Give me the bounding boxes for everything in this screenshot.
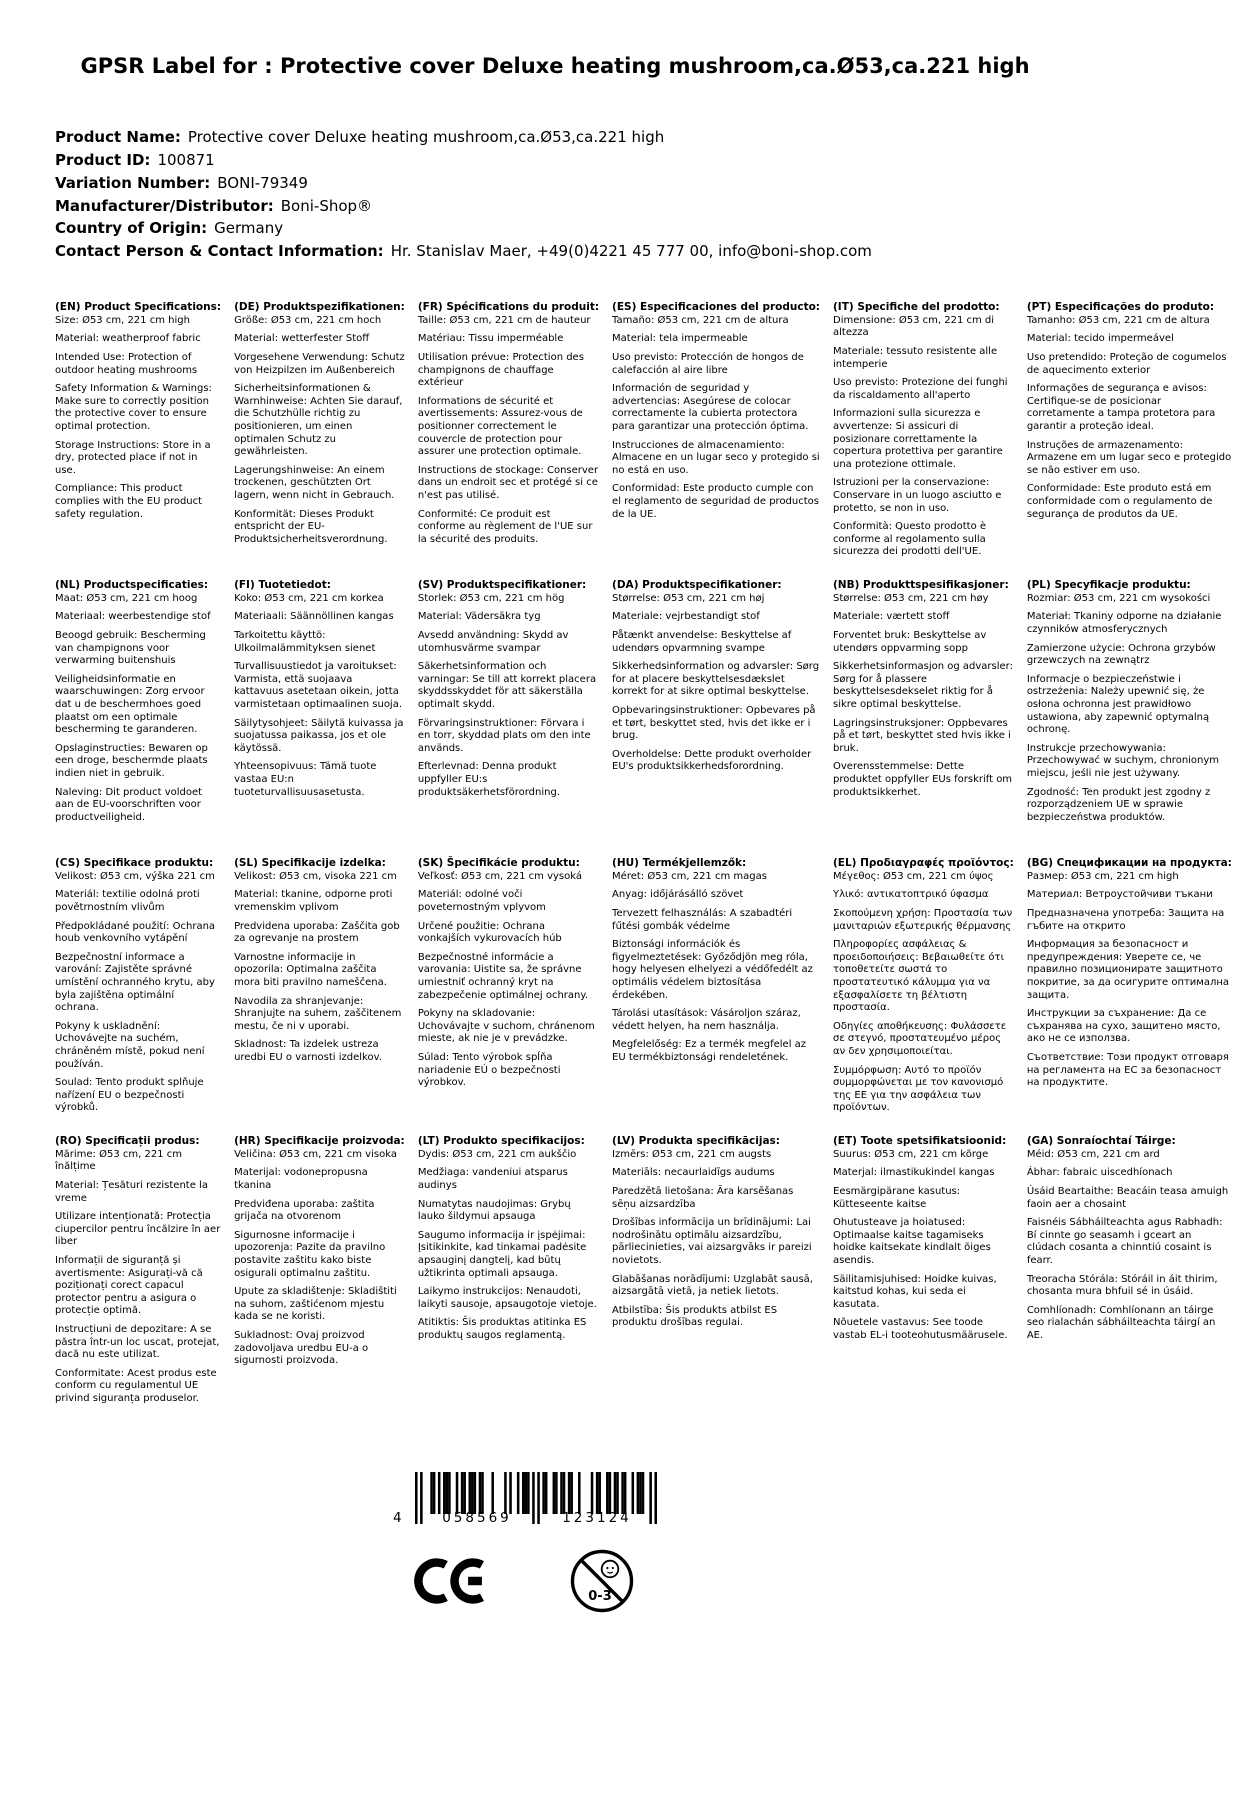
spec-paragraph: Materiāls: necaurlaidīgs audums (612, 1167, 775, 1179)
spec-cell (833, 1135, 1014, 1413)
spec-paragraph: Sigurnosne informacije i upozorenja: Pazite da pravilno postavite zaštitu kako biste osigurali optimalnu zaštitu. (234, 1229, 386, 1279)
spec-paragraph: Treoracha Stórála: Stóráil in áit thirim, chosanta mura bhfuil sé in úsáid. (1026, 1273, 1218, 1298)
spec-paragraph: Předpokládané použití: Ochrana houb venkovního vytápění (55, 920, 216, 945)
spec-paragraph: Eesmärgipärane kasutus: Kütteseente kaitse (833, 1186, 961, 1210)
spec-heading: (ET) Toote spetsifikatsioonid: (833, 1134, 1007, 1147)
spec-paragraph: Medžiaga: vandeniui atsparus audinys (417, 1167, 568, 1192)
spec-heading: (CS) Specifikace produktu: (55, 856, 214, 869)
spec-paragraphs (234, 1149, 405, 1368)
product-info-row (55, 196, 1241, 218)
spec-heading: (RO) Specificații produs: (55, 1134, 200, 1147)
field-value: Germany (214, 219, 284, 238)
spec-paragraph: Tervezett felhasználás: A szabadtéri fűtési gombák védelme (612, 908, 793, 932)
spec-paragraph: Tamanho: Ø53 cm, 221 cm de altura (1026, 314, 1210, 326)
spec-paragraph: Avsedd användning: Skydd av utomhusvärme svampar (417, 630, 569, 654)
spec-paragraph: Atitiktis: Šis produktas atitinka ES produktų saugos reglamentą. (417, 1317, 587, 1342)
field-value: Protective cover Deluxe heating mushroom,ca.Ø53,ca.221 high (187, 128, 665, 147)
spec-heading: (FI) Tuotetiedot: (234, 578, 331, 591)
spec-cell (833, 857, 1014, 1135)
spec-paragraph: Dydis: Ø53 cm, 221 cm aukščio (417, 1148, 577, 1160)
spec-cell (1027, 857, 1232, 1135)
spec-paragraph: Materiaali: Säännöllinen kangas (234, 611, 394, 623)
ean13-barcode (393, 1472, 683, 1532)
product-info-row (55, 150, 1241, 172)
spec-paragraph: Opslaginstructies: Bewaren op een droge, beschermde plaats indien niet in gebruik. (55, 742, 208, 780)
spec-paragraph: Uso previsto: Protezione dei funghi da riscaldamento all'aperto (833, 377, 1008, 401)
spec-paragraph: Uso pretendido: Proteção de cogumelos de aquecimento exterior (1026, 352, 1227, 376)
spec-heading: (LV) Produkta specifikācijas: (612, 1134, 781, 1147)
spec-paragraph: Säilytysohjeet: Säilytä kuivassa ja suojatussa paikassa, jos et ole käytössä. (234, 717, 404, 754)
spec-paragraph: Informations de sécurité et avertissements: Assurez-vous de positionner correctement le couvercle de protection pour assurer une protection optimale. (417, 395, 583, 458)
spec-paragraphs (833, 1149, 1014, 1343)
spec-paragraph: Skladnost: Ta izdelek ustreza uredbi EU o varnosti izdelkov. (234, 1039, 382, 1064)
spec-paragraph: Materijal: vodonepropusna tkanina (234, 1167, 368, 1192)
field-label: Manufacturer/Distributor: (55, 196, 274, 215)
spec-heading: (NB) Produkttspesifikasjoner: (833, 578, 1009, 591)
spec-paragraph: Laikymo instrukcijos: Nenaudoti, laikyti sausoje, apsaugotoje vietoje. (417, 1286, 597, 1310)
spec-paragraphs (1027, 871, 1232, 1090)
spec-paragraph: Méret: Ø53 cm, 221 cm magas (612, 870, 767, 882)
spec-heading: (DA) Produktspecifikationer: (612, 578, 782, 591)
spec-paragraph: Storlek: Ø53 cm, 221 cm hög (417, 592, 565, 604)
spec-paragraph: Размер: Ø53 cm, 221 cm high (1026, 870, 1179, 882)
spec-paragraph: Material: tecido impermeável (1026, 333, 1174, 345)
spec-paragraph: Rozmiar: Ø53 cm, 221 cm wysokości (1026, 592, 1211, 604)
spec-paragraph: Veličina: Ø53 cm, 221 cm visoka (234, 1148, 397, 1160)
product-info (55, 127, 1241, 263)
field-label: Variation Number: (55, 173, 211, 192)
spec-paragraph: Biztonsági információk és figyelmeztetések: Győződjön meg róla, hogy helyesen elhelyezi a védőfedélt az optimális védelem biztosítása érdekében. (612, 939, 813, 1001)
spec-paragraph: Material: wetterfester Stoff (234, 333, 370, 345)
spec-paragraph: Förvaringsinstruktioner: Förvara i en torr, skyddad plats om den inte används. (417, 717, 591, 754)
spec-paragraph: Taille: Ø53 cm, 221 cm de hauteur (417, 314, 591, 326)
spec-paragraph: Saugumo informacija ir įspėjimai: Įsitikinkite, kad tinkamai padėsite apsauginį dangtelį, kad būtų užtikrinta optimali apsauga. (417, 1229, 587, 1279)
spec-paragraph: Conformidad: Este producto cumple con el reglamento de seguridad de productos de la UE. (612, 483, 819, 520)
spec-paragraph: Materiaal: weerbestendige stof (55, 611, 211, 623)
spec-paragraph: Съответствие: Този продукт отговаря на регламента на ЕС за безопасност на продуктите. (1026, 1052, 1229, 1089)
product-info-row (55, 127, 1241, 149)
spec-paragraph: Material: tela impermeable (612, 333, 748, 345)
spec-cell (833, 579, 1014, 857)
spec-paragraph: Určené použitie: Ochrana vonkajších vykurovacích húb (417, 920, 562, 945)
spec-paragraph: Beoogd gebruik: Bescherming van champignons voor verwarming buitenshuis (55, 630, 206, 667)
spec-paragraphs (1027, 1149, 1232, 1343)
spec-heading: (ES) Especificaciones del producto: (612, 300, 820, 313)
spec-paragraph: Izmērs: Ø53 cm, 221 cm augsts (612, 1148, 772, 1160)
spec-cell (1027, 1135, 1232, 1413)
field-value: 100871 (157, 151, 215, 170)
spec-paragraph: Μέγεθος: Ø53 cm, 221 cm ύψος (833, 870, 994, 882)
spec-cell (612, 579, 820, 857)
spec-paragraphs (55, 593, 221, 825)
spec-paragraph: Informações de segurança e avisos: Certifique-se de posicionar corretamente a tampa protetora para garantir a proteção ideal. (1026, 383, 1216, 433)
bottom-block (393, 1472, 683, 1614)
spec-paragraph: Πληροφορίες ασφάλειας & προειδοποιήσεις: Βεβαιωθείτε ότι τοποθετείτε σωστά το προστατευτικό κάλυμμα για να εξασφαλίσετε τη βέλτιστη προστασία. (833, 939, 1004, 1014)
spec-paragraph: Predviđena uporaba: zaštita grijača na otvorenom (234, 1198, 375, 1223)
spec-paragraphs (833, 315, 1014, 559)
spec-paragraph: Faisnéis Sábháilteachta agus Rabhadh: Bí cinnte go seasamh i gceart an clúdach cosanta a chinntiú cosaint is fearr. (1026, 1217, 1223, 1267)
spec-paragraphs (55, 1149, 221, 1406)
field-label: Country of Origin: (55, 219, 208, 238)
spec-paragraph: Comhlíonadh: Comhlíonann an táirge seo rialachán sábháilteachta táirgí an AE. (1026, 1304, 1216, 1342)
spec-paragraph: Materiale: tessuto resistente alle intemperie (833, 346, 998, 370)
spec-paragraphs (418, 1149, 599, 1343)
spec-paragraph: Tamaño: Ø53 cm, 221 cm de altura (612, 314, 789, 326)
field-value: Hr. Stanislav Maer, +49(0)4221 45 777 00, info@boni-shop.com (390, 242, 872, 261)
spec-cell (234, 1135, 405, 1413)
spec-heading: (DE) Produktspezifikationen: (234, 300, 405, 313)
spec-paragraph: Información de seguridad y advertencias: Asegúrese de colocar correctamente la cubierta protectora para garantizar una protección óptima. (612, 383, 809, 433)
spec-paragraph: Material: Vädersäkra tyg (417, 611, 541, 623)
field-label: Contact Person & Contact Information: (55, 242, 384, 261)
product-info-row (55, 241, 1241, 263)
spec-heading: (EL) Προδιαγραφές προϊόντος: (833, 856, 1014, 869)
spec-paragraph: Overensstemmelse: Dette produktet oppfyller EUs forskrift om produktsikkerhet. (833, 761, 1013, 798)
spec-paragraph: Instrucciones de almacenamiento: Almacene en un lugar seco y protegido si no está en uso. (612, 439, 820, 476)
spec-cell (55, 1135, 221, 1413)
spec-paragraphs (612, 1149, 820, 1330)
spec-heading: (LT) Produkto specifikacijos: (417, 1134, 585, 1147)
spec-paragraphs (612, 871, 820, 1065)
spec-cell (1027, 301, 1232, 579)
spec-cell (234, 579, 405, 857)
spec-paragraph: Informazioni sulla sicurezza e avvertenze: Si assicuri di posizionare correttamente la copertura protettiva per garantire una protezione ottimale. (833, 408, 1003, 470)
spec-paragraph: Informații de siguranță și avertismente: Asigurați-vă că poziționați corect capacul protector pentru a asigura o protecție optimă. (55, 1255, 203, 1317)
spec-paragraph: Úsáid Beartaithe: Beacáin teasa amuigh faoin aer a chosaint (1026, 1186, 1229, 1210)
spec-heading: (BG) Спецификации на продукта: (1026, 856, 1232, 869)
spec-paragraphs (234, 593, 405, 799)
field-label: Product ID: (55, 151, 151, 170)
spec-paragraph: Instrukcje przechowywania: Przechowywać w suchym, chronionym miejscu, jeśli nie jest używany. (1026, 742, 1220, 780)
barcode-right-group: 123124 (562, 1510, 632, 1526)
spec-paragraph: Uso previsto: Protección de hongos de calefacción al aire libre (612, 352, 804, 376)
spec-paragraph: Anyag: időjárásálló szövet (612, 889, 744, 901)
spec-heading: (SV) Produktspecifikationer: (417, 578, 587, 591)
spec-paragraph: Sukladnost: Ovaj proizvod zadovoljava uredbu EU-a o sigurnosti proizvoda. (234, 1330, 369, 1367)
spec-paragraph: Overholdelse: Dette produkt overholder EU's produktsikkerhedsforordning. (612, 748, 812, 773)
spec-paragraph: Material: tkanine, odporne proti vremenskim vplivom (234, 889, 393, 914)
spec-paragraphs (1027, 315, 1232, 521)
spec-paragraph: Информация за безопасност и предупреждения: Уверете се, че правилно позиционирате защитното покритие, за да осигурите оптимална защита. (1026, 939, 1230, 1001)
ce-mark-icon (405, 1553, 485, 1609)
field-value: Boni-Shop® (280, 196, 373, 215)
spec-paragraph: Tárolási utasítások: Vásároljon száraz, védett helyen, ha nem használja. (612, 1008, 801, 1032)
spec-paragraph: Säkerhetsinformation och varningar: Se till att korrekt placera skyddsskyddet för att säkerställa optimalt skydd. (417, 661, 597, 711)
spec-paragraph: Materiál: odolné voči poveternostným vplyvom (417, 889, 546, 914)
spec-paragraph: Lagringsinstruksjoner: Oppbevares på et tørt, beskyttet sted hvis ikke i bruk. (833, 717, 1011, 754)
spec-paragraph: Ohutusteave ja hoiatused: Optimaalse kaitse tagamiseks hoidke kaitsekate kindlalt õiges asendis. (833, 1217, 991, 1267)
spec-paragraphs (418, 593, 599, 799)
spec-cell (234, 301, 405, 579)
spec-paragraph: Instruções de armazenamento: Armazene em um lugar seco e protegido se não estiver em uso. (1026, 439, 1232, 476)
spec-paragraph: Utilisation prévue: Protection des champignons de chauffage extérieur (417, 352, 584, 389)
spec-paragraphs (1027, 593, 1232, 825)
spec-cell (418, 579, 599, 857)
spec-paragraph: Varnostne informacije in opozorila: Optimalna zaščita mora biti pravilno nameščena. (234, 951, 387, 989)
spec-paragraph: Yhteensopivuus: Tämä tuote vastaa EU:n tuoteturvallisuusasetusta. (234, 761, 377, 798)
spec-cell (418, 857, 599, 1135)
spec-paragraph: Soulad: Tento produkt splňuje nařízení EU o bezpečnosti výrobků. (55, 1077, 204, 1114)
spec-paragraphs (612, 593, 820, 774)
spec-paragraph: Velikost: Ø53 cm, visoka 221 cm (234, 870, 397, 882)
spec-paragraph: Bezpečnostní informace a varování: Zajistěte správné umístění ochranného krytu, aby byla zajištěna optimální ochrana. (55, 951, 215, 1014)
spec-paragraph: Matériau: Tissu imperméable (417, 333, 564, 345)
spec-cell (55, 579, 221, 857)
spec-paragraph: Materiale: vejrbestandigt stof (612, 611, 760, 623)
spec-cell (55, 301, 221, 579)
spec-paragraph: Compliance: This product complies with the EU product safety regulation. (55, 483, 203, 520)
spec-paragraph: Υλικό: αντικατοπτρικό ύφασμα (833, 889, 989, 901)
spec-cell (418, 301, 599, 579)
spec-heading: (EN) Product Specifications: (55, 300, 222, 313)
spec-heading: (HR) Specifikacije proizvoda: (234, 1134, 405, 1147)
spec-paragraph: Turvallisuustiedot ja varoitukset: Varmista, että suojaava kattavuus asetetaan oikein, jotta varmistetaan optimaalinen suoja. (234, 661, 403, 711)
spec-heading: (GA) Sonraíochtaí Táirge: (1026, 1134, 1176, 1147)
spec-paragraphs (612, 315, 820, 521)
spec-grid (55, 300, 1232, 1413)
spec-paragraph: Tarkoitettu käyttö: Ulkoilmalämmityksen sienet (234, 630, 376, 654)
spec-paragraph: Suurus: Ø53 cm, 221 cm kõrge (833, 1148, 989, 1160)
spec-paragraph: Intended Use: Protection of outdoor heating mushrooms (55, 352, 198, 376)
spec-paragraph: Conformitate: Acest produs este conform cu regulamentul UE privind siguranța produselor. (55, 1367, 217, 1404)
product-info-row (55, 173, 1241, 195)
spec-paragraph: Súlad: Tento výrobok spĺňa nariadenie EÚ o bezpečnosti výrobkov. (417, 1052, 561, 1089)
spec-paragraph: Numatytas naudojimas: Grybų lauko šildymui apsauga (417, 1198, 571, 1223)
spec-paragraph: Navodila za shranjevanje: Shranjujte na suhem, zaščitenem mestu, če ni v uporabi. (234, 995, 402, 1032)
spec-paragraphs (234, 315, 405, 547)
spec-paragraph: Veiligheidsinformatie en waarschuwingen: Zorg ervoor dat u de beschermhoes goed plaatst om een optimale bescherming te garanderen. (55, 673, 205, 736)
spec-paragraph: Größe: Ø53 cm, 221 cm hoch (234, 314, 382, 326)
page-title: GPSR Label for : Protective cover Deluxe heating mushroom,ca.Ø53,ca.221 high (80, 54, 1030, 78)
spec-cell (234, 857, 405, 1135)
spec-paragraph: Storage Instructions: Store in a dry, protected place if not in use. (55, 439, 211, 476)
spec-paragraph: Ábhar: fabraic uiscedhíonach (1026, 1167, 1173, 1179)
spec-paragraph: Velikost: Ø53 cm, výška 221 cm (55, 870, 215, 882)
spec-paragraph: Maat: Ø53 cm, 221 cm hoog (55, 592, 198, 604)
symbols-row (393, 1548, 683, 1614)
spec-paragraph: Opbevaringsinstruktioner: Opbevares på et tørt, beskyttet sted, hvis det ikke er i brug. (612, 705, 816, 742)
spec-paragraph: Οδηγίες αποθήκευσης: Φυλάσσετε σε στεγνό, προστατευμένο μέρος αν δεν χρησιμοποιείται. (833, 1020, 1007, 1058)
spec-paragraph: Safety Information & Warnings: Make sure to correctly position the protective cover to ensure optimal protection. (55, 383, 212, 433)
spec-paragraph: Säilitamisjuhised: Hoidke kuivas, kaitstud kohas, kui seda ei kasutata. (833, 1273, 997, 1310)
spec-heading: (SK) Špecifikácie produktu: (417, 856, 580, 869)
spec-paragraph: Atbilstība: Šis produkts atbilst ES produktu drošības regulai. (612, 1304, 778, 1329)
spec-heading: (IT) Specifiche del prodotto: (833, 300, 1000, 313)
product-info-row (55, 218, 1241, 240)
spec-paragraph: Informacje o bezpieczeństwie i ostrzeżenia: Należy upewnić się, że osłona ochronna jest prawidłowo ustawiona, aby zapewnić optymalną ochronę. (1026, 673, 1210, 736)
spec-heading: (PL) Specyfikacje produktu: (1026, 578, 1191, 591)
spec-paragraphs (833, 593, 1014, 799)
spec-paragraph: Zgodność: Ten produkt jest zgodny z rozporządzeniem UE w sprawie bezpieczeństwa produktów. (1026, 786, 1211, 823)
spec-paragraph: Paredzētā lietošana: Āra karsēšanas sēņu aizsardzība (612, 1186, 794, 1210)
spec-paragraph: Dimensione: Ø53 cm, 221 cm di altezza (833, 314, 995, 339)
spec-paragraph: Veľkosť: Ø53 cm, 221 cm vysoká (417, 870, 583, 882)
spec-paragraph: Pokyny na skladovanie: Uchovávajte v suchom, chránenom mieste, ak nie je v prevádzke. (417, 1008, 595, 1045)
spec-paragraph: Utilizare intenționată: Protecția ciupercilor pentru încălzire în aer liber (55, 1211, 221, 1248)
spec-cell (612, 857, 820, 1135)
spec-heading: (PT) Especificações do produto: (1026, 300, 1215, 313)
barcode-left-group: 058569 (442, 1510, 512, 1526)
spec-paragraphs (418, 871, 599, 1090)
spec-paragraph: Instructions de stockage: Conserver dans un endroit sec et protégé si ce n'est pas utilisé. (417, 464, 599, 502)
spec-paragraph: Инструкции за съхранение: Да се съхранява на сухо, защитено място, ако не се използва. (1026, 1008, 1221, 1045)
spec-paragraph: Lagerungshinweise: An einem trockenen, geschützten Ort lagern, wenn nicht in Gebrauch. (234, 464, 395, 502)
spec-paragraph: Предназначена употреба: Защита на гъбите на открито (1026, 908, 1225, 932)
barcode-lead-digit: 4 (393, 1510, 405, 1526)
spec-paragraphs (55, 315, 221, 521)
spec-paragraph: Conformité: Ce produit est conforme au règlement de l'UE sur la sécurité des produits. (417, 508, 593, 545)
spec-paragraph: Naleving: Dit product voldoet aan de EU-voorschriften voor productveiligheid. (55, 786, 203, 823)
spec-paragraph: Sikkerhetsinformasjon og advarsler: Sørg for å plassere beskyttelsesdekselet riktig for å sikre optimal beskyttelse. (833, 661, 1013, 711)
spec-paragraph: Forventet bruk: Beskyttelse av utendørs oppvarming sopp (833, 630, 987, 654)
spec-paragraph: Glabāšanas norādījumi: Uzglabāt sausā, aizsargātā vietā, ja netiek lietots. (612, 1273, 813, 1298)
spec-paragraph: Megfelelőség: Ez a termék megfelel az EU termékbiztonsági rendeletének. (612, 1039, 807, 1064)
spec-paragraph: Vorgesehene Verwendung: Schutz von Heizpilzen im Außenbereich (234, 352, 405, 376)
spec-paragraph: Materiał: Tkaniny odporne na działanie czynników atmosferycznych (1026, 611, 1222, 636)
age-warning-text: 0-3 (588, 1589, 612, 1604)
spec-paragraph: Upute za skladištenje: Skladištiti na suhom, zaštićenom mjestu kada se ne koristi. (234, 1286, 397, 1323)
spec-paragraph: Istruzioni per la conservazione: Conservare in un luogo asciutto e protetto, se non in uso. (833, 477, 1002, 514)
spec-paragraph: Konformität: Dieses Produkt entspricht der EU-Produktsicherheitsverordnung. (234, 508, 388, 545)
spec-paragraph: Σκοπούμενη χρήση: Προστασία των μανιταριών εξωτερικής θέρμανσης (833, 908, 1013, 932)
spec-cell (612, 301, 820, 579)
spec-cell (418, 1135, 599, 1413)
spec-paragraph: Bezpečnostné informácie a varovania: Uistite sa, že správne umiestniť ochranný kryt na zabezpečenie optimálnej ochrany. (417, 951, 589, 1001)
spec-heading: (SL) Specifikacije izdelka: (234, 856, 386, 869)
spec-paragraph: Efterlevnad: Denna produkt uppfyller EU:s produktsäkerhetsförordning. (417, 761, 560, 798)
spec-heading: (NL) Productspecificaties: (55, 578, 209, 591)
spec-paragraphs (55, 871, 221, 1115)
spec-paragraphs (234, 871, 405, 1065)
spec-paragraph: Materiale: værtett stoff (833, 611, 950, 623)
spec-paragraph: Predvidena uporaba: Zaščita gob za ogrevanje na prostem (234, 920, 400, 945)
field-value: BONI-79349 (217, 173, 308, 192)
spec-cell (612, 1135, 820, 1413)
spec-paragraph: Sikkerhedsinformation og advarsler: Sørg for at placere beskyttelsesdækslet korrekt for at sikre optimal beskyttelse. (612, 661, 820, 698)
age-warning-0-3-icon (569, 1548, 635, 1614)
spec-paragraphs (833, 871, 1014, 1115)
spec-paragraph: Size: Ø53 cm, 221 cm high (55, 314, 190, 326)
spec-paragraph: Материал: Ветроустойчиви тъкани (1026, 889, 1213, 901)
spec-paragraph: Størrelse: Ø53 cm, 221 cm høy (833, 592, 989, 604)
spec-paragraph: Mărime: Ø53 cm, 221 cm înălțime (55, 1148, 182, 1173)
spec-paragraph: Material: weatherproof fabric (55, 333, 201, 345)
spec-paragraph: Conformidade: Este produto está em conformidade com o regulamento de segurança de produtos da UE. (1026, 483, 1213, 520)
spec-heading: (FR) Spécifications du produit: (417, 300, 600, 313)
spec-paragraph: Størrelse: Ø53 cm, 221 cm høj (612, 592, 765, 604)
spec-paragraph: Pokyny k uskladnění: Uchovávejte na suchém, chráněném místě, pokud není používán. (55, 1020, 205, 1070)
spec-paragraph: Nõuetele vastavus: See toode vastab EL-i tooteohutusmäärusele. (833, 1317, 1008, 1342)
spec-paragraph: Påtænkt anvendelse: Beskyttelse af udendørs opvarmning svampe (612, 630, 792, 654)
spec-paragraph: Méid: Ø53 cm, 221 cm ard (1026, 1148, 1160, 1160)
spec-cell (833, 301, 1014, 579)
spec-paragraph: Material: Țesături rezistente la vreme (55, 1180, 208, 1204)
field-label: Product Name: (55, 128, 181, 147)
spec-heading: (HU) Termékjellemzők: (612, 856, 747, 869)
spec-cell (1027, 579, 1232, 857)
spec-cell (55, 857, 221, 1135)
spec-paragraphs (418, 315, 599, 547)
spec-paragraph: Drošības informācija un brīdinājumi: Lai nodrošinātu optimālu aizsardzību, pārliecinieties, vai aizsargvāks ir pareizi novietots. (612, 1217, 812, 1267)
spec-paragraph: Zamierzone użycie: Ochrona grzybów grzewczych na zewnątrz (1026, 642, 1216, 667)
spec-paragraph: Conformità: Questo prodotto è conforme al regolamento sulla sicurezza dei prodotti dell'UE. (833, 521, 987, 558)
spec-paragraph: Materiál: textilie odolná proti povětrnostním vlivům (55, 889, 200, 914)
spec-paragraph: Materjal: ilmastikukindel kangas (833, 1167, 995, 1179)
spec-paragraph: Koko: Ø53 cm, 221 cm korkea (234, 592, 384, 604)
spec-paragraph: Instrucțiuni de depozitare: A se păstra într-un loc uscat, protejat, dacă nu este utilizat. (55, 1324, 220, 1361)
spec-paragraph: Sicherheitsinformationen & Warnhinweise: Achten Sie darauf, die Schutzhülle richtig zu positionieren, um einen optimalen Schutz zu gewährleisten. (234, 383, 403, 458)
spec-paragraph: Συμμόρφωση: Αυτό το προϊόν συμμορφώνεται με τον κανονισμό της ΕΕ για την ασφάλεια των προϊόντων. (833, 1064, 1004, 1114)
